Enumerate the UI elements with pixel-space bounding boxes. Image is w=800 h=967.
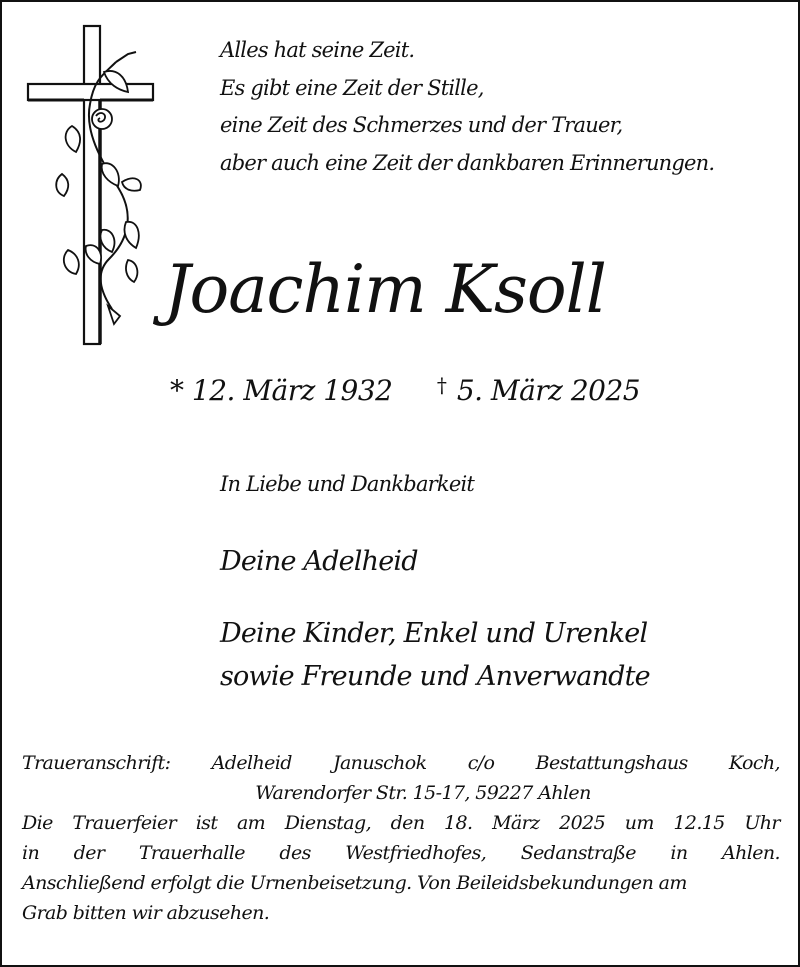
dagger-icon: † <box>436 373 447 397</box>
word: Koch, <box>728 752 780 774</box>
mourning-address-line <box>22 748 780 778</box>
word: den <box>390 812 425 834</box>
word: März <box>492 812 540 834</box>
word: der <box>73 842 105 864</box>
word: Trauerfeier <box>72 812 177 834</box>
ceremony-line <box>22 808 780 838</box>
word: Uhr <box>744 812 780 834</box>
death-date-group <box>437 365 640 411</box>
dedication: In Liebe und Dankbarkeit <box>220 472 475 496</box>
word: in <box>670 842 688 864</box>
death-date: 5. März 2025 <box>456 374 641 407</box>
mourner-spouse: Deine Adelheid <box>220 546 418 577</box>
word: ist <box>195 812 218 834</box>
word: 2025 <box>559 812 606 834</box>
word: Trauerhalle <box>138 842 245 864</box>
word: 18. <box>444 812 473 834</box>
word: Ahlen. <box>722 842 780 864</box>
ceremony-line: Anschließend erfolgt die Urnenbeisetzung. Von Beileidsbekundungen am <box>22 872 687 894</box>
word: am <box>236 812 266 834</box>
word: Sedanstraße <box>520 842 636 864</box>
funeral-info <box>22 748 780 928</box>
mourning-address-street: Warendorfer Str. 15-17, 59227 Ahlen <box>255 782 591 804</box>
word: Traueranschrift: <box>22 752 171 774</box>
deceased-name: Joachim Ksoll <box>164 251 606 328</box>
word: c/o <box>467 752 495 774</box>
birth-date-group <box>170 371 393 411</box>
ceremony-line <box>22 838 780 868</box>
cross-with-rose-vine-icon <box>24 24 159 346</box>
poem-line: Alles hat seine Zeit. <box>220 38 415 62</box>
birth-star-icon: * <box>170 374 184 407</box>
word: Die <box>22 812 53 834</box>
life-dates <box>170 365 640 411</box>
poem-line: aber auch eine Zeit der dankbaren Erinnerungen. <box>220 150 715 175</box>
poem <box>220 32 714 182</box>
word: des <box>279 842 311 864</box>
word: Dienstag, <box>284 812 372 834</box>
poem-line: eine Zeit des Schmerzes und der Trauer, <box>220 113 623 137</box>
word: Westfriedhofes, <box>345 842 487 864</box>
word: in <box>22 842 40 864</box>
birth-date: 12. März 1932 <box>191 374 393 407</box>
word: Bestattungshaus <box>535 752 688 774</box>
word: Adelheid <box>211 752 292 774</box>
word: um <box>624 812 654 834</box>
family-line: sowie Freunde und Anverwandte <box>220 661 650 692</box>
poem-line: Es gibt eine Zeit der Stille, <box>220 75 484 100</box>
ceremony-line: Grab bitten wir abzusehen. <box>22 902 270 924</box>
word: Januschok <box>332 752 427 774</box>
mourner-family <box>220 612 650 698</box>
word: 12.15 <box>673 812 725 834</box>
family-line: Deine Kinder, Enkel und Urenkel <box>220 618 648 649</box>
